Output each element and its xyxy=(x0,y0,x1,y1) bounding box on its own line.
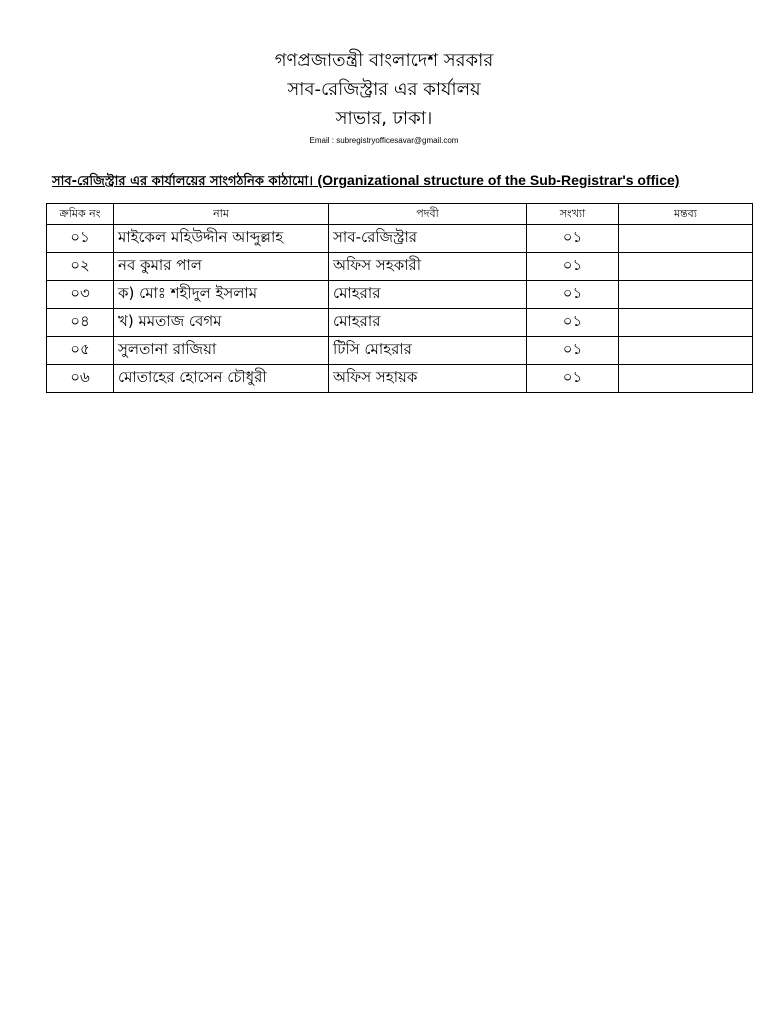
cell-remarks xyxy=(619,253,753,281)
header-remarks: মন্তব্য xyxy=(619,204,753,225)
section-title-en: (Organizational structure of the Sub-Registrar's office) xyxy=(317,172,680,188)
cell-designation: মোহরার xyxy=(329,309,527,337)
cell-name: সুলতানা রাজিয়া xyxy=(114,337,329,365)
cell-designation: সাব-রেজিস্ট্রার xyxy=(329,225,527,253)
header-designation: পদবী xyxy=(329,204,527,225)
cell-serial: ০৫ xyxy=(47,337,114,365)
table-row xyxy=(47,337,753,365)
cell-remarks xyxy=(619,281,753,309)
cell-count: ০১ xyxy=(527,225,619,253)
cell-name: নব কুমার পাল xyxy=(114,253,329,281)
header-serial: ক্রমিক নং xyxy=(47,204,114,225)
section-title-bn: সাব-রেজিস্ট্রার এর কার্যালয়ের সাংগঠনিক কাঠামো। xyxy=(52,174,313,189)
table-row xyxy=(47,253,753,281)
cell-remarks xyxy=(619,365,753,393)
cell-designation: টিসি মোহরার xyxy=(329,337,527,365)
cell-serial: ০১ xyxy=(47,225,114,253)
document-header xyxy=(0,46,768,148)
table-row xyxy=(47,309,753,337)
cell-count: ০১ xyxy=(527,253,619,281)
section-title xyxy=(52,172,722,193)
cell-name: মোতাহের হোসেন চৌধুরী xyxy=(114,365,329,393)
header-name: নাম xyxy=(114,204,329,225)
cell-count: ০১ xyxy=(527,309,619,337)
table-header-row xyxy=(47,204,753,225)
cell-count: ০১ xyxy=(527,281,619,309)
cell-serial: ০৩ xyxy=(47,281,114,309)
cell-designation: মোহরার xyxy=(329,281,527,309)
cell-remarks xyxy=(619,225,753,253)
table-row xyxy=(47,281,753,309)
organization-table xyxy=(46,203,753,393)
header-count: সংখ্যা xyxy=(527,204,619,225)
table-row xyxy=(47,365,753,393)
cell-name: মাইকেল মহিউদ্দীন আব্দুল্লাহ xyxy=(114,225,329,253)
cell-serial: ০৪ xyxy=(47,309,114,337)
cell-remarks xyxy=(619,309,753,337)
cell-count: ০১ xyxy=(527,337,619,365)
cell-count: ০১ xyxy=(527,365,619,393)
cell-name: ক) মোঃ শহীদুল ইসলাম xyxy=(114,281,329,309)
cell-remarks xyxy=(619,337,753,365)
cell-designation: অফিস সহায়ক xyxy=(329,365,527,393)
office-location: সাভার, ঢাকা। xyxy=(335,108,433,129)
cell-serial: ০২ xyxy=(47,253,114,281)
cell-designation: অফিস সহকারী xyxy=(329,253,527,281)
table-row xyxy=(47,225,753,253)
office-email: Email : subregistryofficesavar@gmail.com xyxy=(309,136,459,145)
cell-serial: ০৬ xyxy=(47,365,114,393)
cell-name: খ) মমতাজ বেগম xyxy=(114,309,329,337)
office-title: সাব-রেজিস্ট্রার এর কার্যালয় xyxy=(287,79,481,100)
government-title: গণপ্রজাতন্ত্রী বাংলাদেশ সরকার xyxy=(274,50,494,71)
